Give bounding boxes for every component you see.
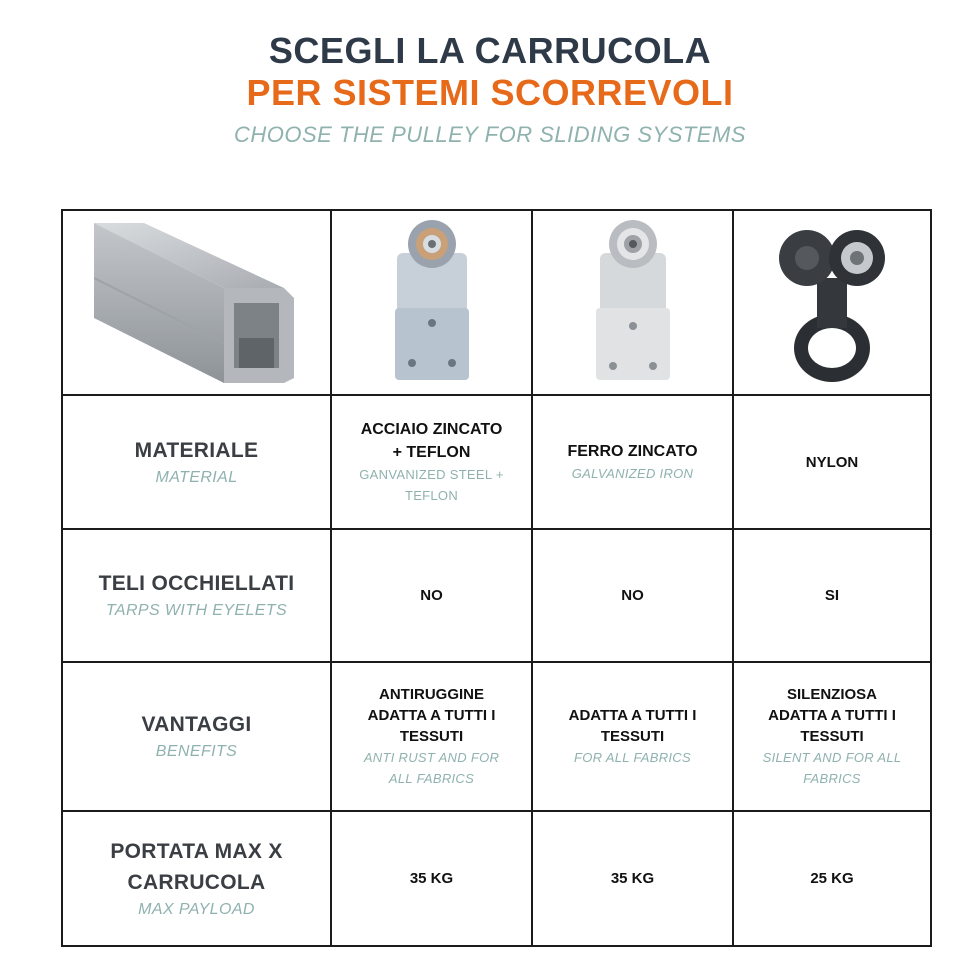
title-line-2: PER SISTEMI SCORREVOLI (246, 72, 734, 113)
payload-row (62, 811, 931, 946)
benefits-sublabel: BENEFITS (155, 743, 238, 760)
eyelets-col1 (331, 529, 532, 662)
material-sublabel: MATERIAL (155, 468, 238, 486)
benefits-col1-b: ADATTA A TUTTI I (367, 707, 496, 724)
image-row (62, 210, 931, 395)
eyelets-label: TELI OCCHIELLATI (98, 572, 295, 595)
material-label: MATERIALE (134, 438, 259, 462)
benefits-col3 (733, 662, 931, 811)
benefits-col3-sub-a: SILENT AND FOR ALL (762, 750, 902, 765)
benefits-label: VANTAGGI (141, 713, 252, 736)
benefits-col1-sub-a: ANTI RUST AND FOR (363, 750, 500, 765)
eyelets-row (62, 529, 931, 662)
comparison-table (61, 209, 932, 947)
material-col2-sub: GALVANIZED IRON (571, 466, 694, 481)
payload-sublabel: MAX PAYLOAD (138, 900, 255, 918)
payload-col3 (733, 811, 931, 946)
rail-image-cell (62, 210, 331, 395)
pulley3-image (777, 218, 887, 388)
material-col1 (331, 395, 532, 529)
eyelets-sublabel: TARPS WITH EYELETS (105, 602, 288, 619)
material-col3-main: NYLON (805, 453, 859, 471)
material-col1-main-a: ACCIAIO ZINCATO (360, 421, 503, 438)
benefits-row (62, 662, 931, 811)
payload-col1 (331, 811, 532, 946)
eyelets-col2-value: NO (621, 587, 644, 604)
pulley3-image-cell (733, 210, 931, 395)
benefits-col3-a: SILENZIOSA (786, 686, 877, 703)
title-line-1: SCEGLI LA CARRUCOLA (268, 30, 712, 71)
benefits-label-cell (62, 662, 331, 811)
page-header (0, 30, 980, 150)
pulley1-image-cell (331, 210, 532, 395)
material-col1-sub-a: GANVANIZED STEEL + (359, 467, 504, 482)
payload-col1-value: 35 KG (409, 870, 454, 887)
material-col3 (733, 395, 931, 529)
rail-image (94, 218, 299, 388)
benefits-col2-sub: FOR ALL FABRICS (574, 750, 691, 765)
eyelets-label-cell (62, 529, 331, 662)
benefits-col3-sub-b: FABRICS (803, 771, 861, 786)
eyelets-col3 (733, 529, 931, 662)
material-col2 (532, 395, 733, 529)
payload-col2-value: 35 KG (610, 870, 655, 887)
subtitle: CHOOSE THE PULLEY FOR SLIDING SYSTEMS (234, 122, 746, 147)
benefits-col2-a: ADATTA A TUTTI I (568, 707, 697, 724)
material-row (62, 395, 931, 529)
pulley1-image (387, 218, 477, 388)
payload-col2 (532, 811, 733, 946)
benefits-col1-a: ANTIRUGGINE (379, 686, 484, 703)
eyelets-col1-value: NO (420, 587, 443, 604)
material-col2-main: FERRO ZINCATO (567, 443, 698, 460)
pulley2-image-cell (532, 210, 733, 395)
benefits-col2-b: TESSUTI (600, 728, 665, 745)
benefits-col3-c: TESSUTI (800, 728, 864, 745)
eyelets-col2 (532, 529, 733, 662)
benefits-col1 (331, 662, 532, 811)
material-label-cell (62, 395, 331, 529)
benefits-col3-b: ADATTA A TUTTI I (768, 707, 896, 724)
payload-label-b: CARRUCOLA (127, 870, 266, 894)
payload-label-a: PORTATA MAX X (110, 839, 283, 863)
benefits-col2 (532, 662, 733, 811)
material-col1-sub-b: TEFLON (404, 488, 459, 503)
eyelets-col3-value: SI (824, 587, 840, 604)
benefits-col1-c: TESSUTI (399, 728, 464, 745)
material-col1-main-b: + TEFLON (392, 444, 471, 461)
benefits-col1-sub-b: ALL FABRICS (388, 771, 475, 786)
payload-col3-value: 25 KG (810, 870, 854, 887)
pulley2-image (588, 218, 678, 388)
payload-label-cell (62, 811, 331, 946)
